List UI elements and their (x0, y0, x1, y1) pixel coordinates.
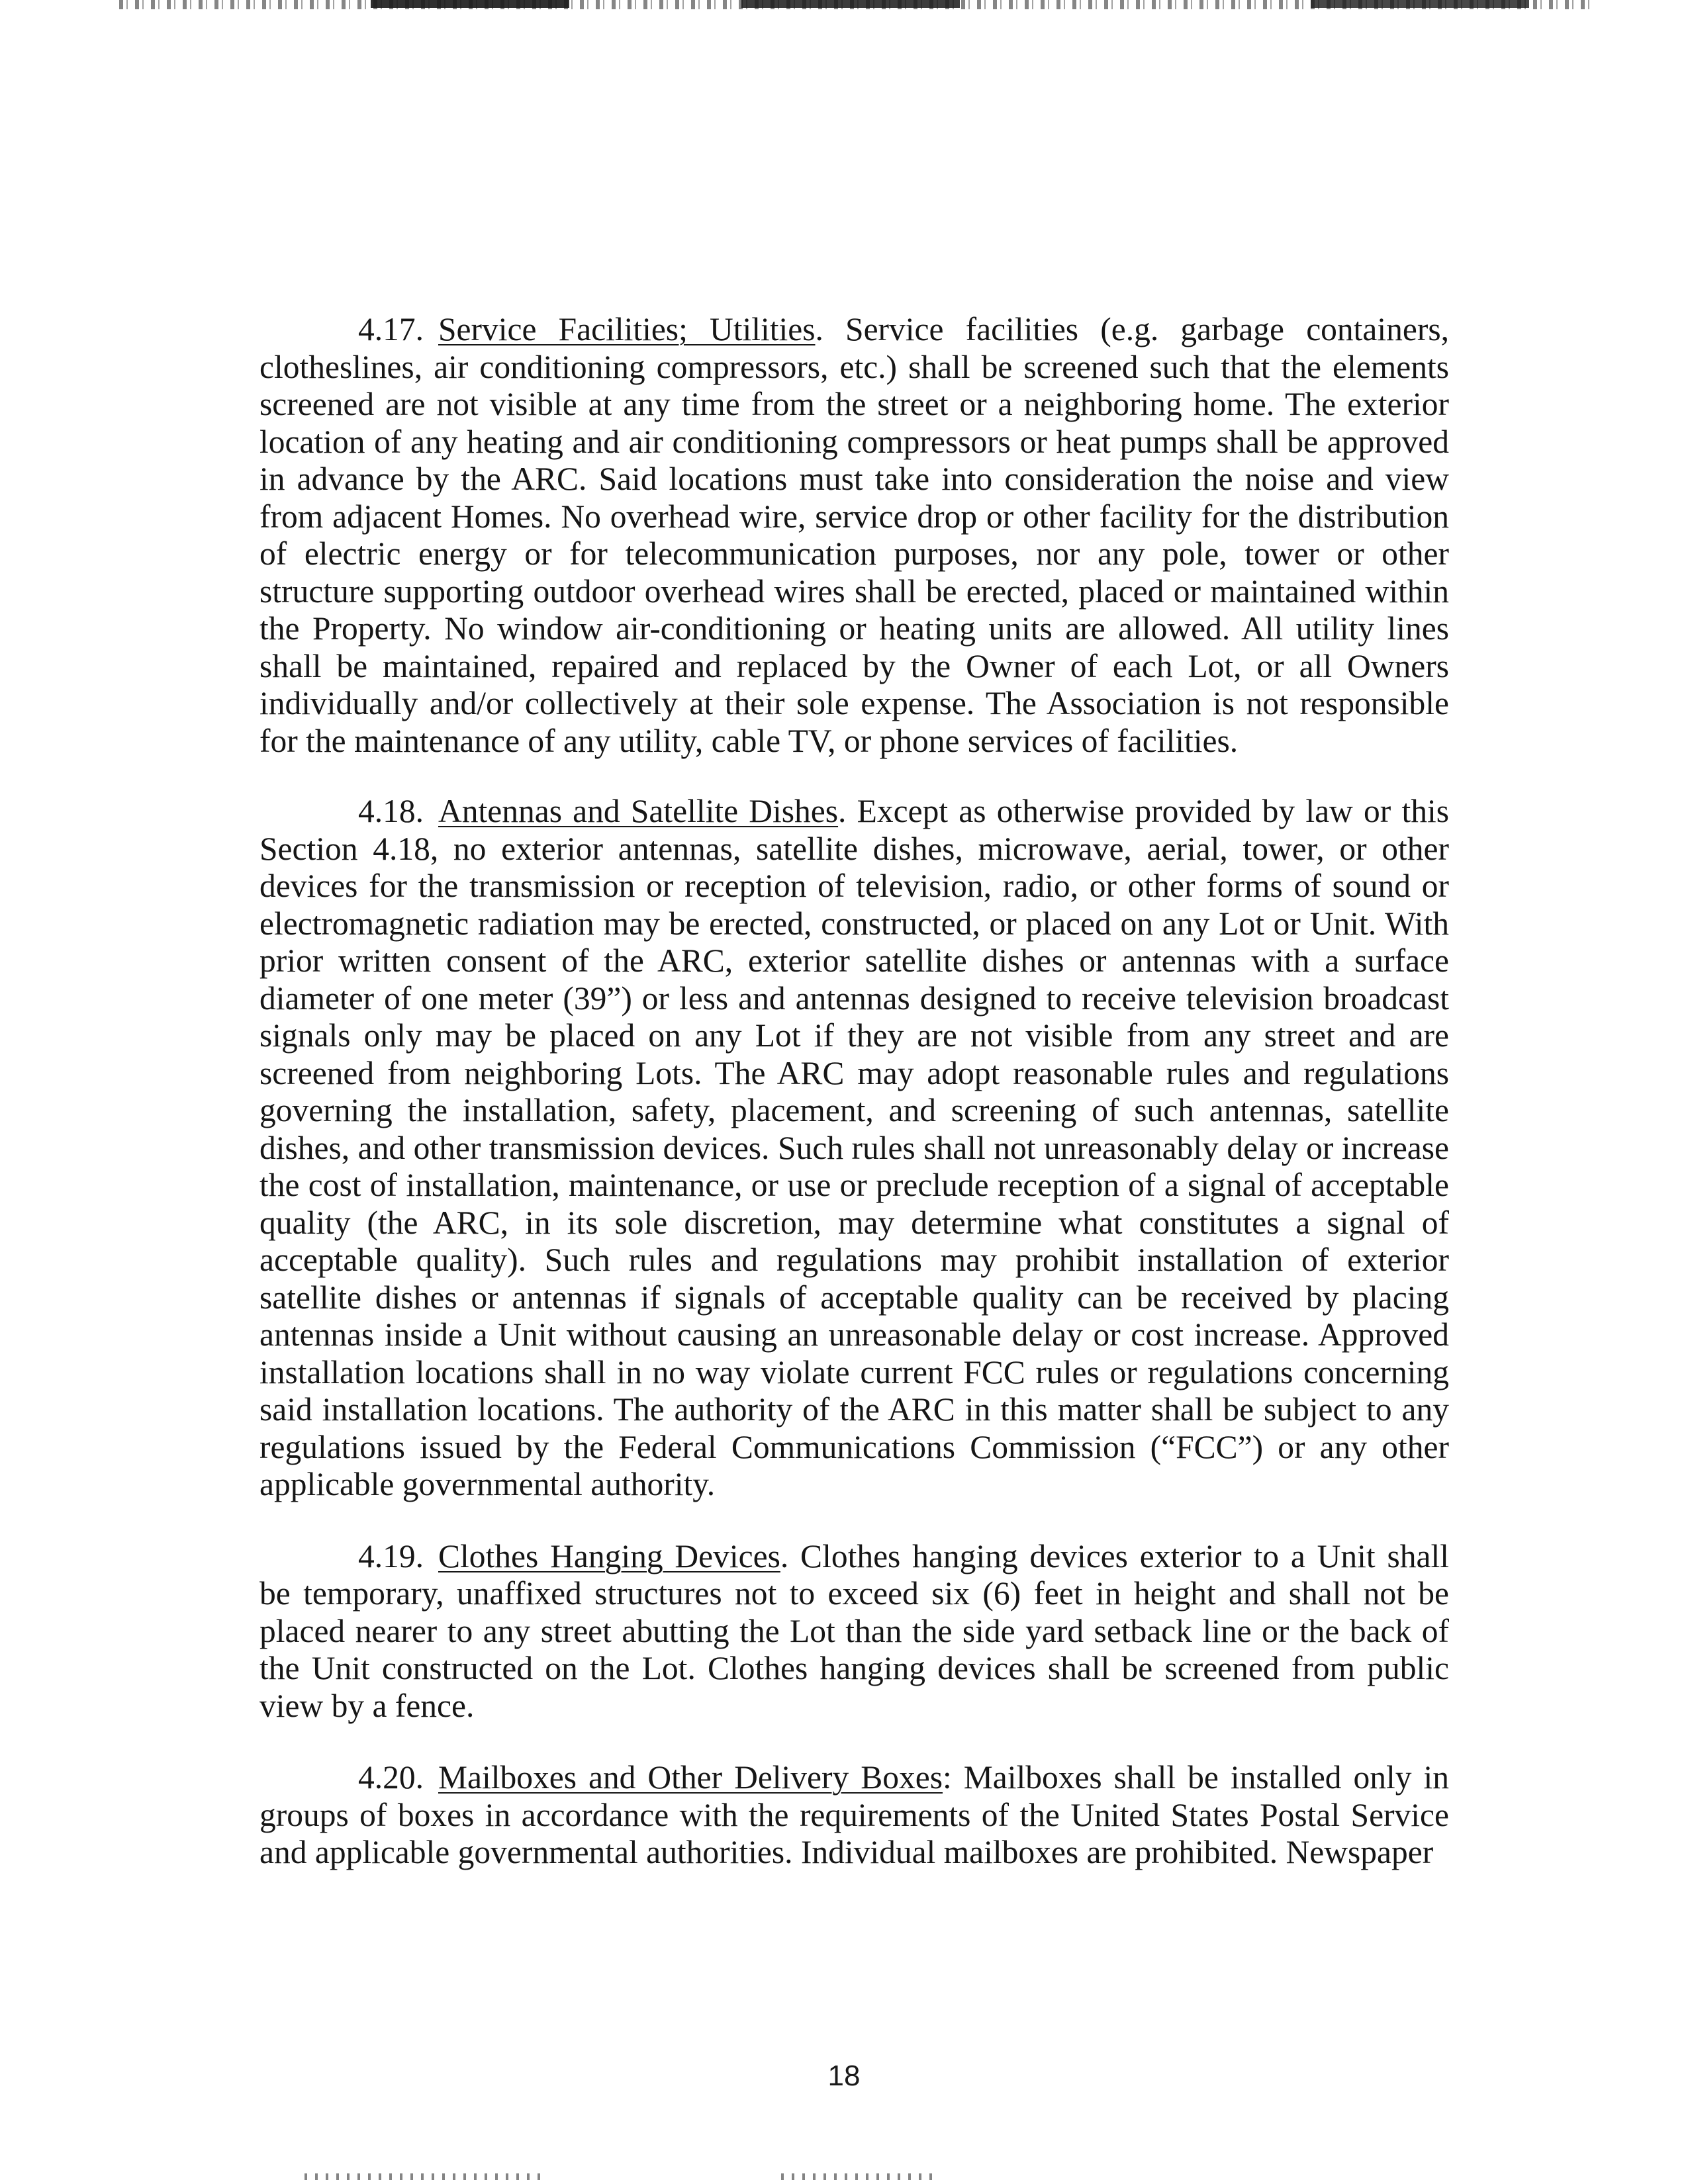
section-4-18 (259, 793, 1449, 1504)
section-text: Mailboxes shall be installed only in groups of boxes in accordance with the requirements of the United States Postal Service and applicable governmental authorities. Individual mailboxes are prohibited. Newspaper (259, 1759, 1450, 1870)
section-number: 4.17. (358, 311, 424, 347)
section-number: 4.18. (358, 793, 424, 829)
scan-artifact-top (1311, 0, 1529, 8)
heading-suffix: . (815, 311, 823, 347)
section-4-17 (259, 311, 1449, 760)
scan-artifact-bottom (305, 2173, 543, 2180)
section-number: 4.20. (358, 1759, 424, 1796)
heading-suffix: : (942, 1759, 952, 1796)
page-number: 18 (827, 2060, 861, 2092)
section-heading: Mailboxes and Other Delivery Boxes (438, 1759, 943, 1796)
section-heading: Antennas and Satellite Dishes (438, 793, 839, 829)
section-number: 4.19. (358, 1537, 424, 1574)
scan-artifact-top (371, 0, 569, 8)
scan-artifact-top (741, 0, 960, 8)
section-text: Clothes hanging devices exterior to a Unit shall be temporary, unaffixed structures not to exceed six (6) feet in height and shall not be placed nearer to any street abutting the Lot than the side yard setback line or the back of the Unit constructed on the Lot. Clothes hanging devices shall be screened from public view by a fence. (259, 1537, 1449, 1724)
section-text: Except as otherwise provided by law or this Section 4.18, no exterior antennas, satellite dishes, microwave, aerial, tower, or other devices for the transmission or reception of television, radio, or other forms of sound or electromagnetic radiation may be erected, constructed, or placed on any Lot or Unit. With prior written consent of the ARC, exterior satellite dishes or antennas with a surface diameter of one meter (39”) or less and antennas designed to receive television broadcast signals only may be placed on any Lot if they are not visible from any street and are screened from neighboring Lots. The ARC may adopt reasonable rules and regulations governing the installation, safety, placement, and screening of such antennas, satellite dishes, and other transmission devices. Such rules shall not unreasonably delay or increase the cost of installation, maintenance, or use or preclude reception of a signal of acceptable quality (the ARC, in its sole discretion, may determine what constitutes a signal of acceptable quality). Such rules and regulations may prohibit installation of exterior satellite dishes or antennas if signals of acceptable quality can be received by placing antennas inside a Unit without causing an unreasonable delay or cost increase. Approved installation locations shall in no way violate current FCC rules or regulations concerning said installation locations. The authority of the ARC in this matter shall be subject to any regulations issued by the Federal Communications Commission (“FCC”) or any other applicable governmental authority. (259, 793, 1449, 1502)
section-4-19 (259, 1538, 1449, 1725)
section-heading: Clothes Hanging Devices (438, 1537, 780, 1574)
scan-artifact-bottom (781, 2173, 940, 2180)
section-heading: Service Facilities; Utilities (438, 311, 816, 347)
heading-suffix: . (838, 793, 847, 829)
section-4-20 (259, 1759, 1449, 1872)
heading-suffix: . (780, 1537, 789, 1574)
section-text: Service facilities (e.g. garbage containers, clotheslines, air conditioning compressors, etc.) shall be screened such that the elements screened are not visible at any time from the street or a neighboring home. The exterior location of any heating and air conditioning compressors or heat pumps shall be approved in advance by the ARC. Said locations must take into consideration the noise and view from adjacent Homes. No overhead wire, service drop or other facility for the distribution of electric energy or for telecommunication purposes, nor any pole, tower or other structure supporting outdoor overhead wires shall be erected, placed or maintained within the Property. No window air-conditioning or heating units are allowed. All utility lines shall be maintained, repaired and replaced by the Owner of each Lot, or all Owners individually and/or collectively at their sole expense. The Association is not responsible for the maintenance of any utility, cable TV, or phone services of facilities. (259, 311, 1449, 759)
document-body (259, 311, 1449, 1905)
